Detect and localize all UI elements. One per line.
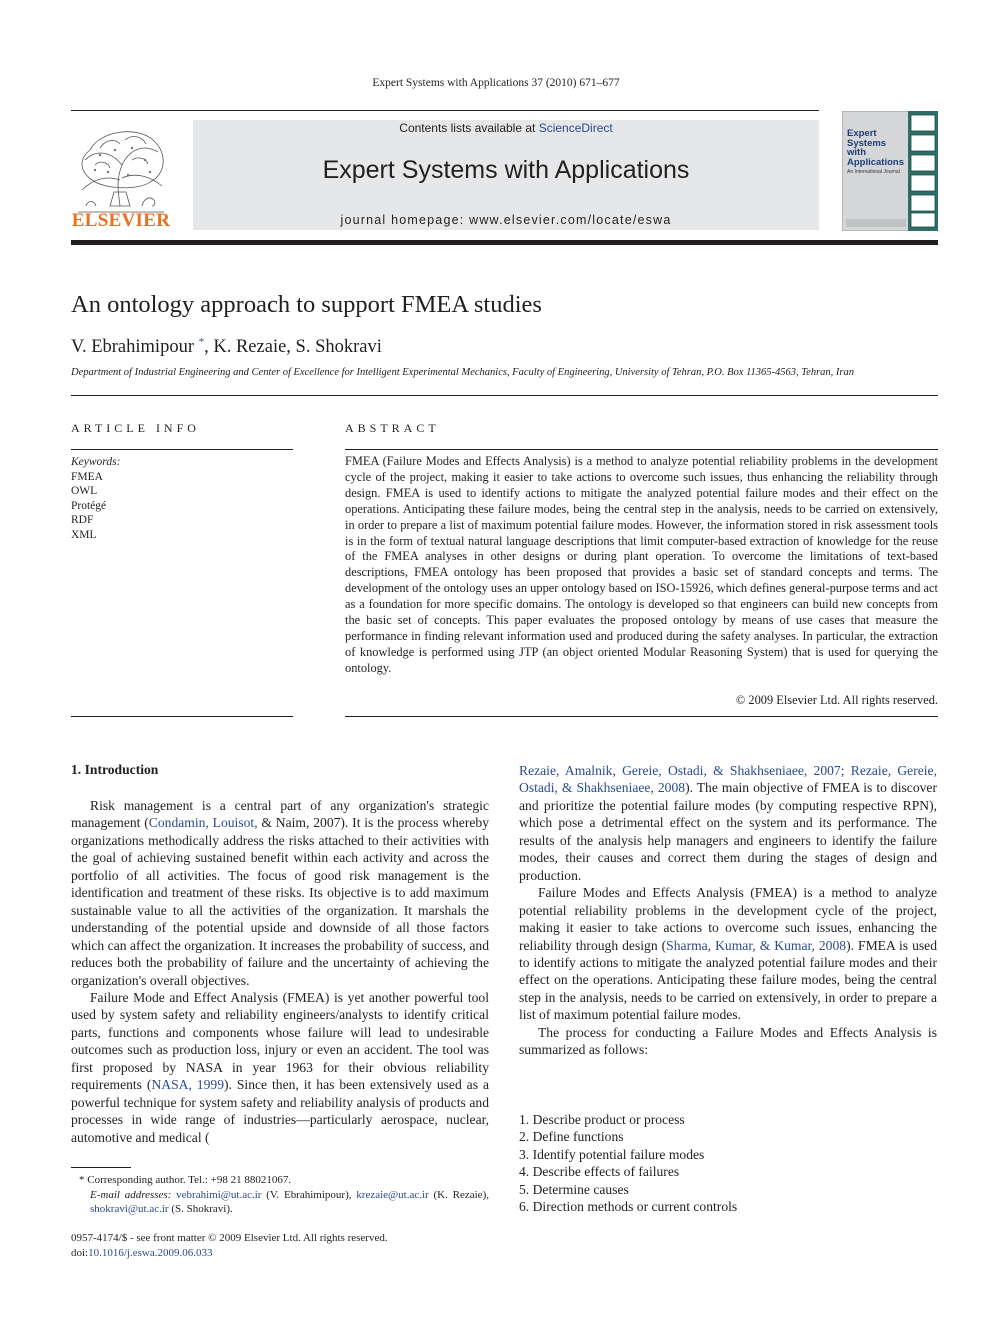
issn-line: 0957-4174/$ - see front matter © 2009 Elsevier Ltd. All rights reserved. xyxy=(71,1232,388,1244)
article-info-rule xyxy=(71,449,293,450)
corresponding-mark[interactable]: * xyxy=(198,336,205,348)
list-item: 2. Define functions xyxy=(519,1129,624,1145)
issn-block xyxy=(71,1231,388,1260)
author-1: V. Ebrahimipour xyxy=(71,337,199,358)
intro-paragraph-3: Failure Modes and Effects Analysis (FMEA) is a method to analyze potential reliability problems in the development cycle of the project, making it easier to take actions to overcome such issues, enhancing the reliability through design (Sharma, Kumar, & Kumar, 2008). FMEA is used to identify actions to mitigate the analyzed potential failure modes and their effect on the operations. Anticipating these failure modes, being the central step in the analysis, needs to be carried on extensively, in order to prepare a list of maximum potential failure modes. xyxy=(519,885,938,1023)
keyword: Protégé xyxy=(71,499,107,512)
header-rule xyxy=(71,110,819,111)
keyword: RDF xyxy=(71,514,94,526)
citation-link[interactable]: Condamin, Louisot, xyxy=(148,815,258,831)
abstract-rule xyxy=(345,449,938,450)
body-column-left xyxy=(71,797,489,1146)
sciencedirect-link[interactable]: ScienceDirect xyxy=(538,121,613,135)
footnote-emails: E-mail addresses: vebrahimi@ut.ac.ir (V. Ebrahimipour), krezaie@ut.ac.ir (K. Rezaie), shokravi@ut.ac.ir (S. Shokravi). xyxy=(90,1188,489,1215)
cover-subtitle: An International Journal xyxy=(847,169,900,175)
list-item: 1. Describe product or process xyxy=(519,1112,685,1127)
journal-citation: Expert Systems with Applications 37 (2010) 671–677 xyxy=(372,77,620,89)
body-column-right xyxy=(519,762,937,1059)
article-info-bottom-rule xyxy=(71,716,293,717)
elsevier-wordmark: ELSEVIER xyxy=(71,210,171,231)
keyword: XML xyxy=(71,528,97,541)
header-thick-rule xyxy=(71,240,938,245)
author-others: , K. Rezaie, S. Shokravi xyxy=(204,337,382,358)
keywords-block xyxy=(71,455,120,542)
footnote-corresponding: * Corresponding author. Tel.: +98 21 88021067. xyxy=(79,1174,292,1186)
citation-link[interactable]: Rezaie, Amalnik, Gereie, Ostadi, & Shakhseniaee, 2007; Rezaie, Gereie, Ostadi, & Shakhseniaee, 2008 xyxy=(519,763,937,796)
keyword: OWL xyxy=(71,485,98,497)
journal-cover xyxy=(842,111,938,231)
doi-link[interactable]: 10.1016/j.eswa.2009.06.033 xyxy=(88,1246,213,1259)
email-link[interactable]: krezaie@ut.ac.ir xyxy=(356,1188,429,1201)
affiliation: Department of Industrial Engineering and Center of Excellence for Intelligent Experimental Mechanics, Faculty of Engineering, University of Tehran, P.O. Box 11365-4563, Tehran, Iran xyxy=(71,367,854,378)
intro-paragraph-2-continued: Rezaie, Amalnik, Gereie, Ostadi, & Shakhseniaee, 2007; Rezaie, Gereie, Ostadi, & Shakhseniaee, 2008). The main objective of FMEA is to discover and prioritize the potential failure modes (by computing respective RPN), which pose a detrimental effect on the system and its performance. The results of the analysis help managers and engineers to identify the failure modes, their causes and correct them during the stages of design and production. xyxy=(519,763,937,883)
footnote-mark: * xyxy=(79,1174,85,1186)
fmea-steps-list xyxy=(519,1111,937,1216)
abstract-bottom-rule xyxy=(345,716,938,717)
intro-paragraph-4: The process for conducting a Failure Modes and Effects Analysis is summarized as follows: xyxy=(519,1024,937,1058)
email-label: E-mail addresses: xyxy=(90,1188,172,1201)
article-info-heading: ARTICLE INFO xyxy=(71,421,200,435)
article-title: An ontology approach to support FMEA studies xyxy=(71,291,542,318)
contents-line xyxy=(193,121,819,135)
abstract-copyright: © 2009 Elsevier Ltd. All rights reserved. xyxy=(735,693,938,707)
intro-paragraph-1: Risk management is a central part of any organization's strategic management (Condamin, Louisot, & Naim, 2007). It is the process whereby organizations methodically address the risks attached to their activities with the goal of achieving sustained benefit within each activity and across the portfolio of all activities. The focus of good risk management is the identification and treatment of these risks. Its objective is to add maximum sustainable value to all the activities of the organization. It marshals the understanding of the potential upside and downside of all those factors which can affect the organization. It increases the probability of success, and reduces both the probability of failure and the uncertainty of achieving the organization's overall objectives. xyxy=(71,798,489,988)
keyword: FMEA xyxy=(71,470,103,483)
cover-line-1: Expert xyxy=(847,128,877,139)
email-link[interactable]: vebrahimi@ut.ac.ir xyxy=(176,1188,262,1201)
abstract-heading: ABSTRACT xyxy=(345,421,440,435)
footnote-rule xyxy=(71,1167,131,1168)
journal-homepage[interactable]: journal homepage: www.elsevier.com/locate/eswa xyxy=(340,213,672,227)
cover-line-3: with xyxy=(847,147,866,158)
footnote xyxy=(71,1173,489,1217)
journal-title: Expert Systems with Applications xyxy=(322,156,690,184)
list-item: 3. Identify potential failure modes xyxy=(519,1146,705,1162)
list-item: 4. Describe effects of failures xyxy=(519,1164,680,1180)
email-link[interactable]: shokravi@ut.ac.ir xyxy=(90,1203,169,1215)
contents-prefix: Contents lists available at xyxy=(399,121,539,135)
cover-line-2: Systems xyxy=(847,137,887,149)
citation-link[interactable]: Sharma, Kumar, & Kumar, 2008 xyxy=(666,937,847,953)
citation-link[interactable]: NASA, 1999 xyxy=(151,1077,224,1093)
abstract-text: FMEA (Failure Modes and Effects Analysis) is a method to analyze potential reliability problems in the development cycle of the project, making it easier to take actions to overcome such issues, thus enhancing the reliability through design. FMEA is used to identify actions to mitigate the analyzed potential failure modes and their effect on the operations. Anticipating these failure modes, being the central step in the analysis, needs to be carried on extensively, in order to prepare a list of maximum potential failure modes. However, the information stored in risk assessment tools is in the form of textual natural language descriptions that limit computer-based extraction of knowledge for the reuse of the FMEA analyses in other designs or during plant operation. To overcome the limitations of text-based descriptions, FMEA ontology has been proposed that provides a basic set of standard concepts and terms. The development of the ontology uses an upper ontology based on ISO-15926, which defines general-purpose terms and act as a foundation for more specific domains. The ontology is developed so that engineers can build new concepts from the basic set of concepts. This paper evaluates the proposed ontology by means of use cases that measure the performance in finding relevant information used and produced during the safety analyses. In particular, the extraction of knowledge is performed using JTP (an object oriented Modular Reasoning System) that is used for querying the ontology. xyxy=(345,454,938,675)
intro-paragraph-2: Failure Mode and Effect Analysis (FMEA) is yet another powerful tool used by system safety and reliability engineers/analysts to identify critical parts, functions and components whose failure will lead to undesirable outcomes such as production loss, injury or even an accident. The tool was first proposed by NASA in year 1963 for their obvious reliability requirements (NASA, 1999). Since then, it has been extensively used as a powerful technique for system safety and reliability analysis of products and processes in wide range of industries—particularly aerospace, nuclear, automotive and medical ( xyxy=(71,989,489,1145)
list-item: 5. Determine causes xyxy=(519,1181,629,1197)
list-item: 6. Direction methods or current controls xyxy=(519,1199,738,1215)
doi-line: doi:10.1016/j.eswa.2009.06.033 xyxy=(71,1246,213,1259)
keywords-label: Keywords: xyxy=(71,456,121,468)
cover-line-4: Applications xyxy=(847,156,905,168)
author-list xyxy=(71,336,382,358)
section-heading-introduction: 1. Introduction xyxy=(71,762,159,777)
title-rule xyxy=(71,395,938,396)
